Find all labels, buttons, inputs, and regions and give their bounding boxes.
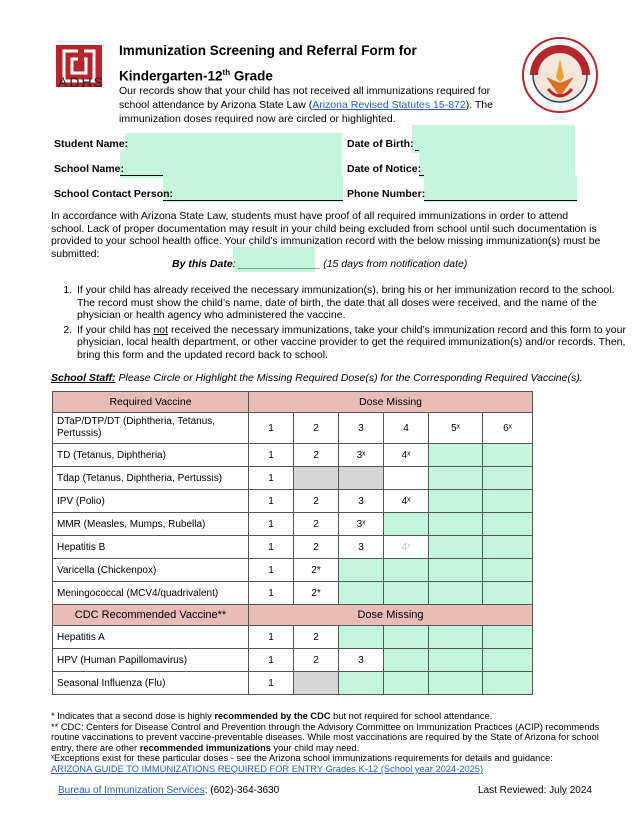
footnotes bbox=[51, 711, 611, 775]
vaccine-name: Seasonal Influenza (Flu) bbox=[53, 672, 249, 695]
dose-cell[interactable]: 1 bbox=[249, 672, 294, 695]
dose-cell[interactable]: 3 bbox=[339, 649, 384, 672]
table-header-row bbox=[53, 392, 533, 413]
note1-post: but not required for school attendance. bbox=[330, 711, 493, 721]
student-name-label-text: Student Name bbox=[54, 138, 125, 150]
dose-cell[interactable]: 1 bbox=[249, 413, 294, 444]
empty-dose-cell bbox=[384, 513, 429, 536]
dose-cell[interactable]: 2 bbox=[294, 413, 339, 444]
empty-dose-cell bbox=[429, 444, 483, 467]
dose-cell[interactable]: 4ˣ bbox=[384, 490, 429, 513]
immunization-guide-link[interactable]: ARIZONA GUIDE TO IMMUNIZATIONS REQUIRED FOR ENTRY Grades K-12 (School year 2024-2025) bbox=[51, 763, 484, 774]
empty-dose-cell bbox=[483, 559, 533, 582]
cdc-recommended-header: CDC Recommended Vaccine** bbox=[53, 605, 249, 626]
phone-input[interactable] bbox=[424, 188, 577, 201]
empty-dose-cell bbox=[294, 467, 339, 490]
dose-cell[interactable]: 6ˣ bbox=[483, 413, 533, 444]
dose-cell[interactable]: 1 bbox=[249, 444, 294, 467]
school-name-label-text: School Name bbox=[54, 163, 121, 175]
contact-label-text: School Contact Person bbox=[54, 188, 170, 200]
vaccine-name: MMR (Measles, Mumps, Rubella) bbox=[53, 513, 249, 536]
dose-cell[interactable]: 1 bbox=[249, 513, 294, 536]
item2-pre: If your child has bbox=[77, 323, 154, 336]
footer-contact bbox=[58, 785, 279, 796]
vaccine-name: DTaP/DTP/DT (Diphtheria, Tetanus, Pertussis) bbox=[53, 413, 249, 444]
school-name-label: School Name: bbox=[54, 163, 125, 175]
empty-dose-cell bbox=[483, 672, 533, 695]
note2-post: your child may need. bbox=[270, 742, 360, 753]
empty-dose-cell bbox=[429, 513, 483, 536]
dose-cell[interactable]: 3 bbox=[339, 536, 384, 559]
dose-cell[interactable]: 2 bbox=[294, 490, 339, 513]
staff-label: School Staff: bbox=[51, 372, 116, 384]
vaccine-table bbox=[52, 391, 533, 695]
empty-dose-cell bbox=[483, 649, 533, 672]
note1-pre: * Indicates that a second dose is highly bbox=[51, 711, 215, 721]
empty-dose-cell bbox=[294, 672, 339, 695]
table-row bbox=[53, 626, 533, 649]
vaccine-name: IPV (Polio) bbox=[53, 490, 249, 513]
title-line-1: Immunization Screening and Referral Form for bbox=[119, 43, 417, 58]
dose-cell[interactable]: 2 bbox=[294, 649, 339, 672]
title-sup: th bbox=[222, 68, 231, 77]
table-row bbox=[53, 467, 533, 490]
dob-label: Date of Birth: bbox=[347, 138, 414, 150]
empty-dose-cell bbox=[483, 444, 533, 467]
dose-cell[interactable]: 2 bbox=[294, 444, 339, 467]
empty-dose-cell bbox=[429, 490, 483, 513]
instruction-item-1: 1. If your child has already received the necessary immunization(s), bring his or her immunization record to the school. The record must show the child’s name, date of birth, the date that all doses were received, and the name of the physician or health agency who administered the vaccine. bbox=[75, 284, 631, 322]
cdc-header-row bbox=[53, 605, 533, 626]
empty-dose-cell bbox=[483, 536, 533, 559]
dose-cell[interactable]: 4ˣ bbox=[384, 444, 429, 467]
empty-dose-cell bbox=[429, 672, 483, 695]
dose-cell[interactable]: 1 bbox=[249, 467, 294, 490]
dose-cell[interactable]: 3 bbox=[339, 490, 384, 513]
item2-post: received the necessary immunizations, take your child’s immunization record and this form to your physician, local health department, or other vaccine provider to get the required immunization(s) and/or records. Then, bring this form and the updated record back to school. bbox=[77, 323, 626, 361]
note2-pre: ** CDC: Centers for Disease Control and Prevention through the Advisory Committee on Immunization Practices (ACIP) recommends routine vaccinations to prevent vaccine-preventable diseases. While most vaccinations are required by the State of Arizona for school entry, there are other bbox=[51, 721, 600, 753]
vaccine-name: Meningococcal (MCV4/quadrivalent) bbox=[53, 582, 249, 605]
title-grade-suffix: Grade bbox=[230, 68, 273, 84]
dose-cell[interactable]: 3 bbox=[339, 413, 384, 444]
phone-label: Phone Number: bbox=[347, 188, 426, 200]
dob-label-text: Date of Birth bbox=[347, 138, 410, 150]
instruction-item-2 bbox=[75, 324, 631, 362]
intro-pre: Our records show that your child has not received all immunizations required for school attendance by Arizona State Law ( bbox=[119, 85, 491, 111]
empty-dose-cell bbox=[429, 626, 483, 649]
item2-not: not bbox=[153, 323, 169, 336]
note-double-asterisk bbox=[51, 722, 611, 754]
empty-dose-cell bbox=[339, 467, 384, 490]
empty-dose-cell bbox=[483, 490, 533, 513]
note-exceptions: ˣExceptions exist for these particular doses - see the Arizona school immunizations requirements for details and guidance: bbox=[51, 753, 553, 764]
empty-dose-cell bbox=[384, 559, 429, 582]
table-row bbox=[53, 559, 533, 582]
empty-dose-cell bbox=[384, 649, 429, 672]
dose-cell[interactable]: 1 bbox=[249, 559, 294, 582]
intro-text bbox=[119, 84, 519, 126]
table-row bbox=[53, 413, 533, 444]
empty-dose-cell bbox=[339, 559, 384, 582]
vaccine-name: Hepatitis B bbox=[53, 536, 249, 559]
dose-cell[interactable]: 2 bbox=[294, 536, 339, 559]
empty-dose-cell bbox=[384, 582, 429, 605]
empty-dose-cell bbox=[384, 467, 429, 490]
phone-label-text: Phone Number bbox=[347, 188, 422, 200]
empty-dose-cell bbox=[483, 467, 533, 490]
empty-dose-cell bbox=[429, 649, 483, 672]
required-vaccine-header: Required Vaccine bbox=[53, 392, 249, 413]
adhs-logo-text: ADHS bbox=[58, 74, 105, 90]
empty-dose-cell bbox=[483, 513, 533, 536]
table-row bbox=[53, 536, 533, 559]
dose-cell[interactable]: 3ˣ bbox=[339, 444, 384, 467]
empty-dose-cell bbox=[339, 582, 384, 605]
note-single-asterisk bbox=[51, 711, 611, 722]
dose-cell[interactable]: 1 bbox=[249, 536, 294, 559]
empty-dose-cell bbox=[384, 672, 429, 695]
last-reviewed: Last Reviewed: July 2024 bbox=[478, 785, 592, 796]
dose-missing-header: Dose Missing bbox=[249, 392, 533, 413]
vaccine-name: Varicella (Chickenpox) bbox=[53, 559, 249, 582]
student-name-label: Student Name: bbox=[54, 138, 129, 150]
dose-cell[interactable]: 1 bbox=[249, 649, 294, 672]
empty-dose-cell bbox=[384, 626, 429, 649]
by-date-blank: : ______________ bbox=[232, 258, 324, 270]
empty-dose-cell bbox=[429, 536, 483, 559]
seal-text bbox=[522, 112, 598, 113]
dose-cell[interactable]: 2* bbox=[294, 559, 339, 582]
requirement-paragraph: In accordance with Arizona State Law, students must have proof of all required immunizations in order to attend school. Lack of proper documentation may result in your child being excluded from school until such documentation is provided to your school health office. Your child’s immunization record with the below missing immunization(s) must be submitted: bbox=[51, 210, 601, 260]
date-of-notice-label: Date of Notice: bbox=[347, 163, 422, 175]
dose-cell[interactable]: 1 bbox=[249, 582, 294, 605]
dose-cell[interactable]: 4ˣ bbox=[384, 536, 429, 559]
intro-post: ). The immunization doses required now are circled or highlighted. bbox=[119, 99, 493, 125]
table-row bbox=[53, 513, 533, 536]
empty-dose-cell bbox=[429, 559, 483, 582]
empty-dose-cell bbox=[429, 582, 483, 605]
dose-cell[interactable]: 3ˣ bbox=[339, 513, 384, 536]
education-department-seal bbox=[522, 37, 598, 113]
staff-text: Please Circle or Highlight the Missing Required Dose(s) for the Corresponding Required Vaccine(s). bbox=[115, 372, 583, 384]
table-row bbox=[53, 444, 533, 467]
dose-cell[interactable]: 2 bbox=[294, 513, 339, 536]
note1-bold: recommended by the CDC bbox=[214, 711, 331, 721]
dose-cell[interactable]: 2* bbox=[294, 582, 339, 605]
dose-cell[interactable]: 1 bbox=[249, 626, 294, 649]
school-contact-input[interactable] bbox=[163, 188, 343, 201]
dose-cell[interactable]: 4 bbox=[384, 413, 429, 444]
empty-dose-cell bbox=[483, 582, 533, 605]
instructions-list bbox=[51, 284, 631, 363]
dose-cell[interactable]: 1 bbox=[249, 490, 294, 513]
vaccine-name: TD (Tetanus, Diphtheria) bbox=[53, 444, 249, 467]
empty-dose-cell bbox=[339, 626, 384, 649]
empty-dose-cell bbox=[339, 672, 384, 695]
table-row bbox=[53, 490, 533, 513]
school-staff-instruction bbox=[51, 372, 583, 384]
table-row bbox=[53, 582, 533, 605]
table-row bbox=[53, 672, 533, 695]
vaccine-name: Hepatitis A bbox=[53, 626, 249, 649]
cdc-dose-missing-header: Dose Missing bbox=[249, 605, 533, 626]
dose-cell[interactable]: 2 bbox=[294, 626, 339, 649]
by-date-label: By this Date bbox=[172, 258, 233, 270]
statute-link[interactable]: Arizona Revised Statutes 15-872 bbox=[312, 99, 466, 111]
bureau-link[interactable]: Bureau of Immunization Services bbox=[58, 785, 205, 796]
vaccine-name: Tdap (Tetanus, Diphtheria, Pertussis) bbox=[53, 467, 249, 490]
bureau-phone: : (602)-364-3630 bbox=[204, 785, 280, 796]
dose-cell[interactable]: 5ˣ bbox=[429, 413, 483, 444]
table-row bbox=[53, 649, 533, 672]
note2-bold: recommended immunizations bbox=[139, 742, 271, 753]
form-title bbox=[119, 40, 417, 88]
by-date-note: (15 days from notification date) bbox=[323, 258, 468, 270]
empty-dose-cell bbox=[429, 467, 483, 490]
notice-label-text: Date of Notice bbox=[347, 163, 418, 175]
title-grade: Kindergarten-12 bbox=[119, 68, 223, 84]
school-contact-label: School Contact Person: bbox=[54, 188, 174, 200]
empty-dose-cell bbox=[483, 626, 533, 649]
by-date-line bbox=[172, 258, 467, 270]
vaccine-name: HPV (Human Papillomavirus) bbox=[53, 649, 249, 672]
